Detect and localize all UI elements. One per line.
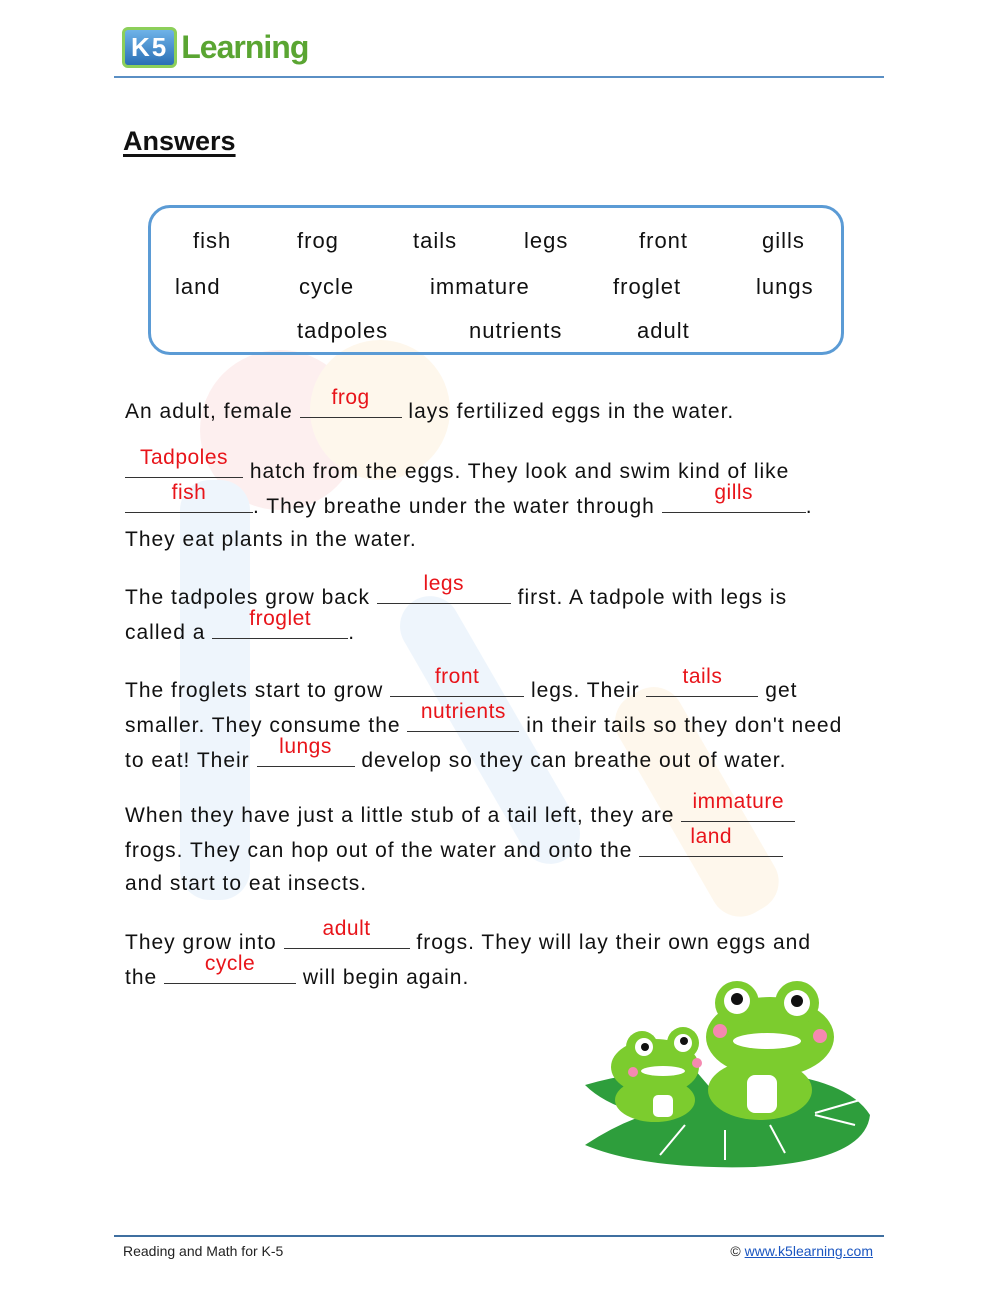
word-bank-word: lungs bbox=[756, 274, 814, 299]
footer-copyright bbox=[730, 1243, 873, 1259]
answer-blank bbox=[662, 481, 806, 513]
answer-text: tails bbox=[682, 665, 723, 688]
k5-learning-logo bbox=[122, 22, 308, 72]
answer-text: fish bbox=[171, 481, 207, 504]
frogs-on-lily-pad-illustration bbox=[575, 975, 875, 1175]
answer-blank bbox=[377, 572, 511, 604]
answer-text: cycle bbox=[204, 952, 256, 975]
sentence-text: . They breathe under the water through bbox=[253, 495, 662, 518]
answer-blank bbox=[212, 607, 348, 639]
word-bank-word: immature bbox=[430, 274, 530, 299]
copyright-icon: © bbox=[730, 1243, 741, 1259]
footer-divider bbox=[114, 1235, 884, 1237]
sentence-text: The tadpoles grow back bbox=[125, 586, 377, 609]
sentence-text: called a bbox=[125, 621, 213, 644]
word-bank-word: cycle bbox=[299, 274, 355, 299]
word-bank-word: gills bbox=[762, 228, 805, 253]
word-bank-word: land bbox=[175, 274, 221, 299]
answer-text: gills bbox=[714, 481, 754, 504]
word-bank-word: frog bbox=[297, 228, 339, 253]
sentence-text: to eat! Their bbox=[125, 749, 257, 772]
sentence-text: legs. Their bbox=[524, 679, 647, 702]
sentence-text: and start to eat insects. bbox=[125, 872, 368, 895]
answer-text: legs bbox=[423, 572, 465, 595]
answer-blank bbox=[125, 481, 253, 513]
sentence-text: lays fertilized eggs in the water. bbox=[401, 400, 735, 423]
sentence-text: the bbox=[125, 966, 165, 989]
footer-tagline: Reading and Math for K-5 bbox=[123, 1243, 284, 1259]
sentence-text: They grow into bbox=[125, 931, 284, 954]
paragraph-1 bbox=[125, 386, 735, 428]
answer-text: adult bbox=[322, 917, 371, 940]
word-bank-word: adult bbox=[637, 318, 690, 343]
answer-blank bbox=[284, 917, 410, 949]
sentence-text: An adult, female bbox=[125, 400, 300, 423]
answer-blank bbox=[164, 952, 296, 984]
sentence-text: develop so they can breathe out of water. bbox=[354, 749, 787, 772]
word-bank-word: tadpoles bbox=[297, 318, 389, 343]
answer-blank bbox=[390, 665, 524, 697]
answer-blank bbox=[639, 825, 783, 857]
website-link[interactable]: www.k5learning.com bbox=[744, 1243, 873, 1259]
paragraph-2 bbox=[125, 446, 813, 556]
paragraph-4 bbox=[125, 665, 843, 777]
paragraph-5 bbox=[125, 790, 795, 900]
sentence-text: frogs. They can hop out of the water and onto the bbox=[125, 839, 640, 862]
answer-text: front bbox=[434, 665, 480, 688]
sentence-text: They eat plants in the water. bbox=[125, 528, 417, 551]
answer-text: frog bbox=[331, 386, 370, 409]
answer-blank bbox=[407, 700, 519, 732]
sentence-text: smaller. They consume the bbox=[125, 714, 408, 737]
sentence-text: hatch from the eggs. They look and swim kind of like bbox=[243, 460, 790, 483]
word-bank-word: froglet bbox=[613, 274, 682, 299]
answer-text: immature bbox=[692, 790, 785, 813]
sentence-text: . bbox=[805, 495, 813, 518]
logo-k5-badge: K5 bbox=[122, 27, 177, 68]
answer-text: nutrients bbox=[420, 700, 506, 723]
answer-text: Tadpoles bbox=[139, 446, 229, 469]
word-bank-word: front bbox=[639, 228, 689, 253]
answer-blank bbox=[125, 446, 243, 478]
word-bank-word: tails bbox=[413, 228, 458, 253]
word-bank-word: fish bbox=[193, 228, 232, 253]
sentence-text: will begin again. bbox=[296, 966, 470, 989]
answer-blank bbox=[646, 665, 758, 697]
sentence-text: get bbox=[758, 679, 798, 702]
answer-text: land bbox=[690, 825, 733, 848]
sentence-text: The froglets start to grow bbox=[125, 679, 391, 702]
paragraph-3 bbox=[125, 572, 788, 649]
sentence-text: first. A tadpole with legs is bbox=[510, 586, 788, 609]
small-frog bbox=[611, 1027, 702, 1122]
page-title: Answers bbox=[123, 126, 236, 156]
word-bank-word: nutrients bbox=[469, 318, 563, 343]
answer-blank bbox=[681, 790, 795, 822]
answer-text: lungs bbox=[279, 735, 332, 758]
answer-text: froglet bbox=[249, 607, 312, 630]
sentence-text: . bbox=[348, 621, 356, 644]
word-bank-word: legs bbox=[524, 228, 569, 253]
answer-blank bbox=[257, 735, 355, 767]
header-divider bbox=[114, 76, 884, 78]
sentence-text: in their tails so they don't need bbox=[519, 714, 843, 737]
logo-text: Learning bbox=[181, 28, 309, 65]
answer-blank bbox=[300, 386, 402, 418]
word-bank-box bbox=[148, 205, 844, 355]
sentence-text: frogs. They will lay their own eggs and bbox=[409, 931, 812, 954]
sentence-text: When they have just a little stub of a tail left, they are bbox=[125, 804, 682, 827]
